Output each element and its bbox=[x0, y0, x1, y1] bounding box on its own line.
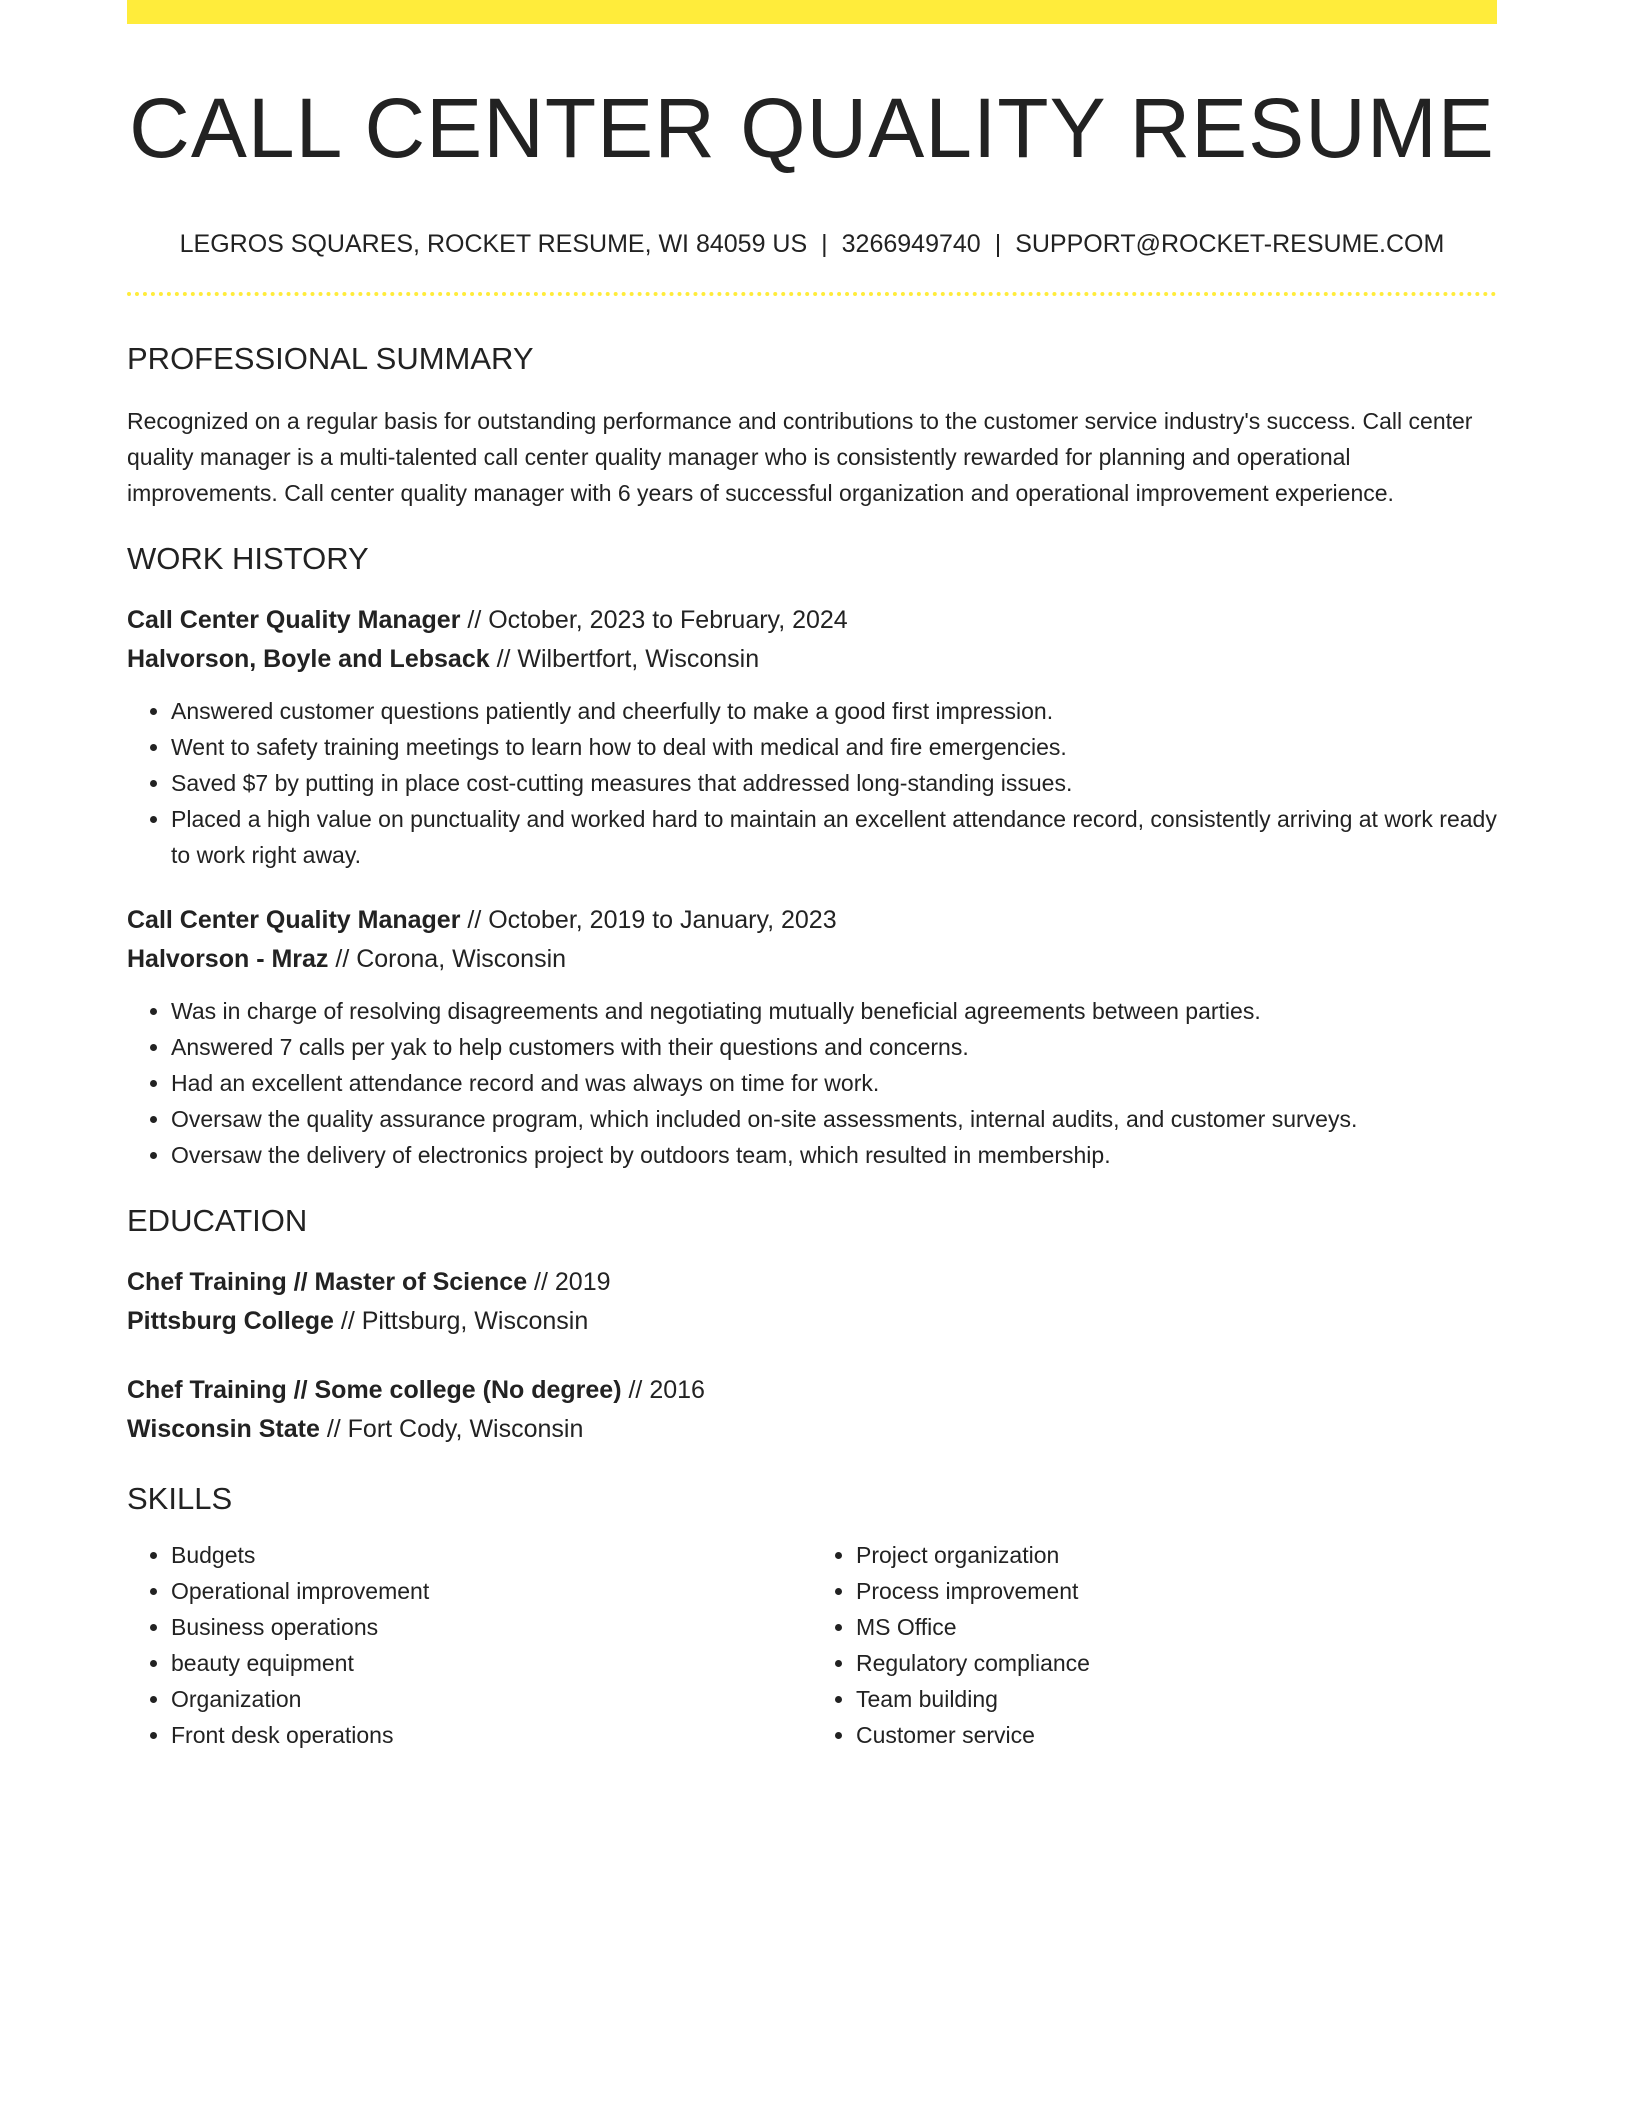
contact-email[interactable]: SUPPORT@ROCKET-RESUME.COM bbox=[1015, 230, 1445, 259]
contact-address: LEGROS SQUARES, ROCKET RESUME, WI 84059 US bbox=[179, 230, 808, 259]
education-location: // Pittsburg, Wisconsin bbox=[333, 1307, 589, 1336]
education-location: // Fort Cody, Wisconsin bbox=[319, 1415, 584, 1444]
education-entry bbox=[127, 1371, 1497, 1449]
job-company-line bbox=[127, 640, 1497, 679]
contact-separator: | bbox=[994, 230, 1002, 259]
job-location: // Wilbertfort, Wisconsin bbox=[489, 645, 760, 674]
skill-item: • Front desk operations bbox=[171, 1717, 812, 1753]
skills-grid bbox=[127, 1537, 1497, 1753]
skill-item: • Business operations bbox=[171, 1609, 812, 1645]
job-title: Call Center Quality Manager bbox=[127, 606, 461, 635]
contact-phone: 3266949740 bbox=[841, 230, 981, 259]
skill-item: • Project organization bbox=[856, 1537, 1497, 1573]
job-bullet: • Was in charge of resolving disagreements and negotiating mutually beneficial agreements between parties. bbox=[171, 993, 1497, 1029]
job-bullet: • Answered 7 calls per yak to help customers with their questions and concerns. bbox=[171, 1029, 1497, 1065]
job-entry bbox=[127, 901, 1497, 1173]
job-company: Halvorson, Boyle and Lebsack bbox=[127, 645, 490, 674]
education-year: // 2016 bbox=[621, 1376, 705, 1405]
job-company: Halvorson - Mraz bbox=[127, 945, 329, 974]
skill-item: • MS Office bbox=[856, 1609, 1497, 1645]
education-degree: Chef Training // Some college (No degree) bbox=[127, 1376, 622, 1405]
work-history-heading: WORK HISTORY bbox=[127, 541, 369, 577]
skill-item: • Team building bbox=[856, 1681, 1497, 1717]
summary-heading: PROFESSIONAL SUMMARY bbox=[127, 341, 534, 377]
resume-page bbox=[127, 0, 1497, 1753]
summary-text: Recognized on a regular basis for outstanding performance and contributions to the customer service industry's success. Call center quality manager is a multi-talented call center quality manager who is consistently rewarded for planning and operational improvements. Call center quality manager with 6 years of successful organization and operational improvement experience. bbox=[127, 408, 1473, 507]
job-title-line bbox=[127, 901, 1497, 940]
resume-title: CALL CENTER QUALITY RESUME bbox=[129, 81, 1495, 175]
education-degree-line bbox=[127, 1263, 1497, 1302]
skill-item: • Process improvement bbox=[856, 1573, 1497, 1609]
job-bullet: • Saved $7 by putting in place cost-cutting measures that addressed long-standing issues. bbox=[171, 765, 1497, 801]
job-entry bbox=[127, 601, 1497, 873]
job-title-line bbox=[127, 601, 1497, 640]
job-dates: // October, 2023 to February, 2024 bbox=[460, 606, 848, 635]
job-location: // Corona, Wisconsin bbox=[328, 945, 567, 974]
job-bullet: • Answered customer questions patiently and cheerfully to make a good first impression. bbox=[171, 693, 1497, 729]
skills-column-left bbox=[127, 1537, 812, 1753]
skill-item: • Operational improvement bbox=[171, 1573, 812, 1609]
job-bullets bbox=[127, 693, 1497, 873]
skill-item: • Customer service bbox=[856, 1717, 1497, 1753]
job-bullet: • Oversaw the quality assurance program, which included on-site assessments, internal audits, and customer surveys. bbox=[171, 1101, 1497, 1137]
education-entry bbox=[127, 1263, 1497, 1341]
contact-separator: | bbox=[821, 230, 828, 259]
job-bullet: • Placed a high value on punctuality and worked hard to maintain an excellent attendance record, consistently arriving at work ready to work right away. bbox=[171, 801, 1497, 873]
education-heading: EDUCATION bbox=[127, 1203, 308, 1239]
contact-line bbox=[127, 229, 1497, 259]
job-bullet: • Oversaw the delivery of electronics project by outdoors team, which resulted in membership. bbox=[171, 1137, 1497, 1173]
skills-column-right bbox=[812, 1537, 1497, 1753]
education-degree: Chef Training // Master of Science bbox=[127, 1268, 528, 1297]
skill-item: • Regulatory compliance bbox=[856, 1645, 1497, 1681]
job-title: Call Center Quality Manager bbox=[127, 906, 461, 935]
skill-item: • beauty equipment bbox=[171, 1645, 812, 1681]
skill-item: • Budgets bbox=[171, 1537, 812, 1573]
skill-item: • Organization bbox=[171, 1681, 812, 1717]
education-school: Pittsburg College bbox=[127, 1307, 334, 1336]
job-bullet: • Had an excellent attendance record and was always on time for work. bbox=[171, 1065, 1497, 1101]
education-school: Wisconsin State bbox=[127, 1415, 320, 1444]
education-school-line bbox=[127, 1410, 1497, 1449]
job-bullet: • Went to safety training meetings to learn how to deal with medical and fire emergencies. bbox=[171, 729, 1497, 765]
accent-top-bar bbox=[127, 0, 1497, 24]
dotted-divider bbox=[127, 292, 1497, 296]
education-school-line bbox=[127, 1302, 1497, 1341]
education-year: // 2019 bbox=[527, 1268, 611, 1297]
skills-heading: SKILLS bbox=[127, 1481, 233, 1517]
job-dates: // October, 2019 to January, 2023 bbox=[460, 906, 837, 935]
job-company-line bbox=[127, 940, 1497, 979]
education-degree-line bbox=[127, 1371, 1497, 1410]
job-bullets bbox=[127, 993, 1497, 1173]
